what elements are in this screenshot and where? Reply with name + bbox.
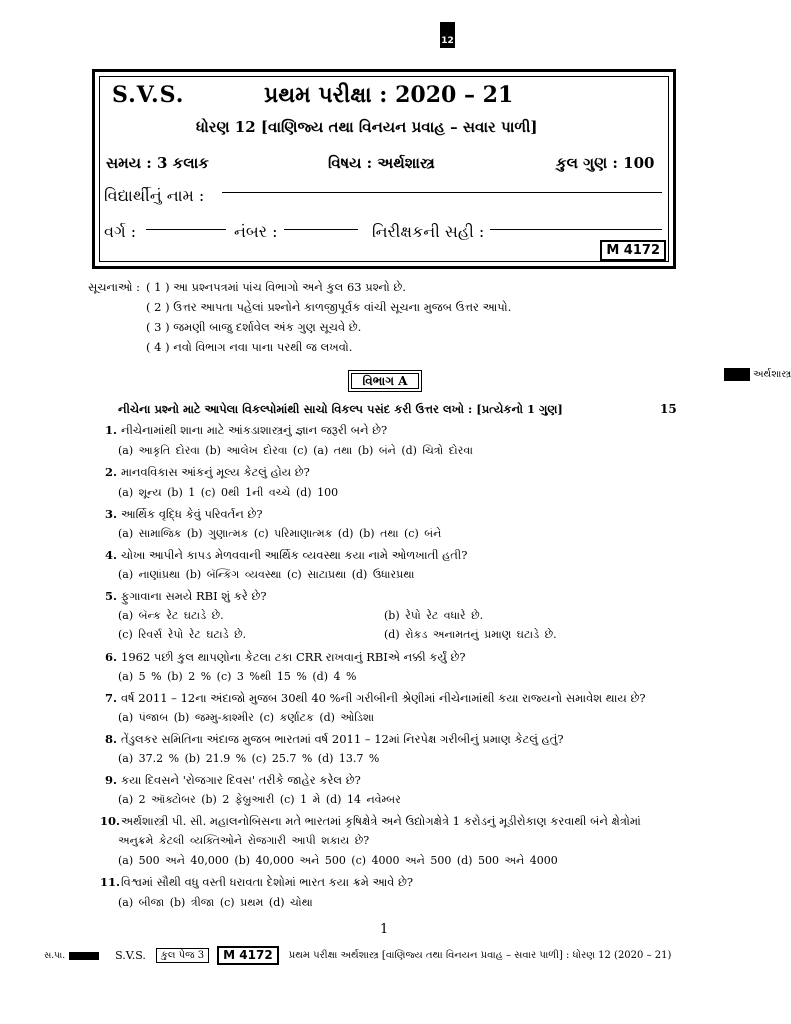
- side-subject-tab: [724, 368, 791, 381]
- question-11-options: (a) બીજા (b) ત્રીજા (c) પ્રથમ (d) ચોથા: [118, 896, 313, 909]
- instruction-3: ( 3 ) જમણી બાજુ દર્શાવેલ અંક ગુણ સૂચવે છે.: [146, 320, 362, 334]
- top-page-number: 12: [440, 22, 455, 48]
- section-direction: નીચેના પ્રશ્નો માટે આપેલા વિકલ્પોમાંથી સાચો વિકલ્પ પસંદ કરી ઉત્તર લખો : [પ્રત્યેકનો 1 ગુણ]: [118, 402, 563, 416]
- footer-title: પ્રથમ પરીક્ષા અર્થશાસ્ત્ર [વાણિજ્ય તથા વિનયન પ્રવાહ – સવાર પાળી] : ધોરણ 12 (2020 – 21): [288, 950, 672, 961]
- page-number: 1: [380, 922, 389, 937]
- question-8: 8. તેંડુલકર સમિતિના અંદાજ મુજબ ભારતમાં વર્ષ 2011 – 12માં નિરપેક્ષ ગરીબીનું પ્રમાણ કેટલું હતું?: [104, 732, 564, 746]
- footer: [44, 946, 671, 965]
- footer-school: S.V.S.: [115, 949, 146, 962]
- student-name-label: વિદ્યાર્થીનું નામ :: [104, 186, 205, 205]
- footer-mark: [69, 952, 99, 960]
- time-label: સમય : 3 કલાક: [106, 154, 209, 172]
- number-line[interactable]: [284, 229, 358, 230]
- question-9: 9. કયા દિવસને 'રોજગાર દિવસ' તરીકે જાહેર કરેલ છે?: [104, 773, 361, 787]
- question-5-option-c: (c) રિવર્સ રેપો રેટ ઘટાડે છે.: [118, 628, 247, 641]
- question-6: 6. 1962 પછી કુલ થાપણોના કેટલા ટકા CRR રાખવાનું RBIએ નક્કી કર્યું છે?: [104, 650, 466, 664]
- question-2: 2. માનવવિકાસ આંકનું મૂલ્ય કેટલું હોય છે?: [104, 465, 310, 479]
- class-label: વર્ગ :: [104, 222, 137, 241]
- footer-prefix: સ.પા.: [44, 950, 66, 961]
- question-9-options: (a) 2 ઑક્ટોબર (b) 2 ફેબ્રુઆરી (c) 1 મે (d) 14 નવેમ્બર: [118, 793, 401, 806]
- question-1: 1. નીચેનામાંથી શાના માટે આંકડાશાસ્ત્રનું જ્ઞાન જરૂરી બને છે?: [104, 423, 388, 437]
- invigilator-label: નિરીક્ષકની સહી :: [372, 222, 485, 241]
- standard-line: ધોરણ 12 [વાણિજ્ય તથા વિનયન પ્રવાહ – સવાર પાળી]: [196, 118, 538, 136]
- section-marks: 15: [660, 402, 677, 416]
- exam-title: પ્રથમ પરીક્ષા : 2020 – 21: [264, 82, 514, 108]
- side-tab-label: અર્થશાસ્ત્ર: [753, 369, 791, 380]
- question-3: 3. આર્થિક વૃદ્ધિ કેવું પરિવર્તન છે?: [104, 507, 263, 521]
- total-marks-label: કુલ ગુણ : 100: [556, 154, 655, 172]
- school-name: S.V.S.: [112, 82, 185, 108]
- instructions-label: સૂચનાઓ :: [88, 280, 141, 294]
- question-7-options: (a) પંજાબ (b) જમ્મુ-કાશ્મીર (c) કર્ણાટક (d) ઓડિશા: [118, 711, 375, 724]
- question-10: 10.અર્થશાસ્ત્રી પી. સી. મહાલનોબિસના મતે ભારતમાં કૃષિક્ષેત્રે અને ઉદ્યોગક્ષેત્રે 1 કરોડનું મૂડીરોકાણ કરવાથી બંને ક્ષેત્રોમાં: [100, 814, 641, 828]
- student-name-line[interactable]: [222, 192, 662, 193]
- instruction-1: ( 1 ) આ પ્રશ્નપત્રમાં પાંચ વિભાગો અને કુલ 63 પ્રશ્નો છે.: [146, 280, 406, 294]
- section-title-box: [348, 370, 422, 392]
- question-8-options: (a) 37.2 % (b) 21.9 % (c) 25.7 % (d) 13.7 %: [118, 752, 380, 765]
- question-5-option-a: (a) બૅન્ક રેટ ઘટાડે છે.: [118, 609, 224, 622]
- subject-label: વિષય : અર્થશાસ્ત્ર: [328, 154, 435, 172]
- footer-code: M 4172: [217, 946, 279, 965]
- question-3-options: (a) સામાજિક (b) ગુણાત્મક (c) પરિમાણાત્મક (d) (b) તથા (c) બંને: [118, 527, 442, 540]
- number-label: નંબર :: [234, 222, 278, 241]
- question-7: 7. વર્ષ 2011 – 12ના અંદાજો મુજબ 30થી 40 %ની ગરીબીની શ્રેણીમાં નીચેનામાંથી કયા રાજ્યનો સમાવેશ થાય છે?: [104, 691, 646, 705]
- question-5-option-b: (b) રેપો રેટ વધારે છે.: [384, 609, 484, 622]
- instruction-4: ( 4 ) નવો વિભાગ નવા પાના પરથી જ લખવો.: [146, 340, 353, 354]
- question-1-options: (a) આકૃતિ દોરવા (b) આલેખ દોરવા (c) (a) તથા (b) બંને (d) ચિત્રો દોરવા: [118, 444, 473, 457]
- invigilator-line[interactable]: [490, 229, 662, 230]
- question-5-option-d: (d) રોકડ અનામતનું પ્રમાણ ઘટાડે છે.: [384, 628, 557, 641]
- question-4-options: (a) નાણાંપ્રથા (b) બૅન્કિંગ વ્યવસ્થા (c) સાટાપ્રથા (d) ઉધારપ્રથા: [118, 568, 415, 581]
- question-5: 5. ફુગાવાના સમયે RBI શું કરે છે?: [104, 589, 267, 603]
- question-10-options: (a) 500 અને 40,000 (b) 40,000 અને 500 (c) 4000 અને 500 (d) 500 અને 4000: [118, 854, 558, 867]
- question-10-text-cont: અનુક્રમે કેટલી વ્યક્તિઓને રોજગારી આપી શકાય છે?: [118, 834, 370, 847]
- section-title: વિભાગ A: [362, 373, 408, 388]
- question-2-options: (a) શૂન્ય (b) 1 (c) 0થી 1ની વચ્ચે (d) 100: [118, 486, 339, 499]
- question-4: 4. ચોખા આપીને કાપડ મેળવવાની આર્થિક વ્યવસ્થા કયા નામે ઓળખાતી હતી?: [104, 548, 468, 562]
- question-11: 11.વિશ્વમાં સૌથી વધુ વસ્તી ધરાવતા દેશોમાં ભારત કયા ક્રમે આવે છે?: [100, 875, 414, 889]
- question-6-options: (a) 5 % (b) 2 % (c) 3 %થી 15 % (d) 4 %: [118, 670, 357, 683]
- footer-total-pages: કુલ પેજ 3: [156, 948, 209, 963]
- instruction-2: ( 2 ) ઉત્તર આપતા પહેલાં પ્રશ્નોને કાળજીપૂર્વક વાંચી સૂચના મુજબ ઉત્તર આપો.: [146, 300, 512, 314]
- paper-code: M 4172: [600, 240, 666, 261]
- class-line[interactable]: [146, 229, 226, 230]
